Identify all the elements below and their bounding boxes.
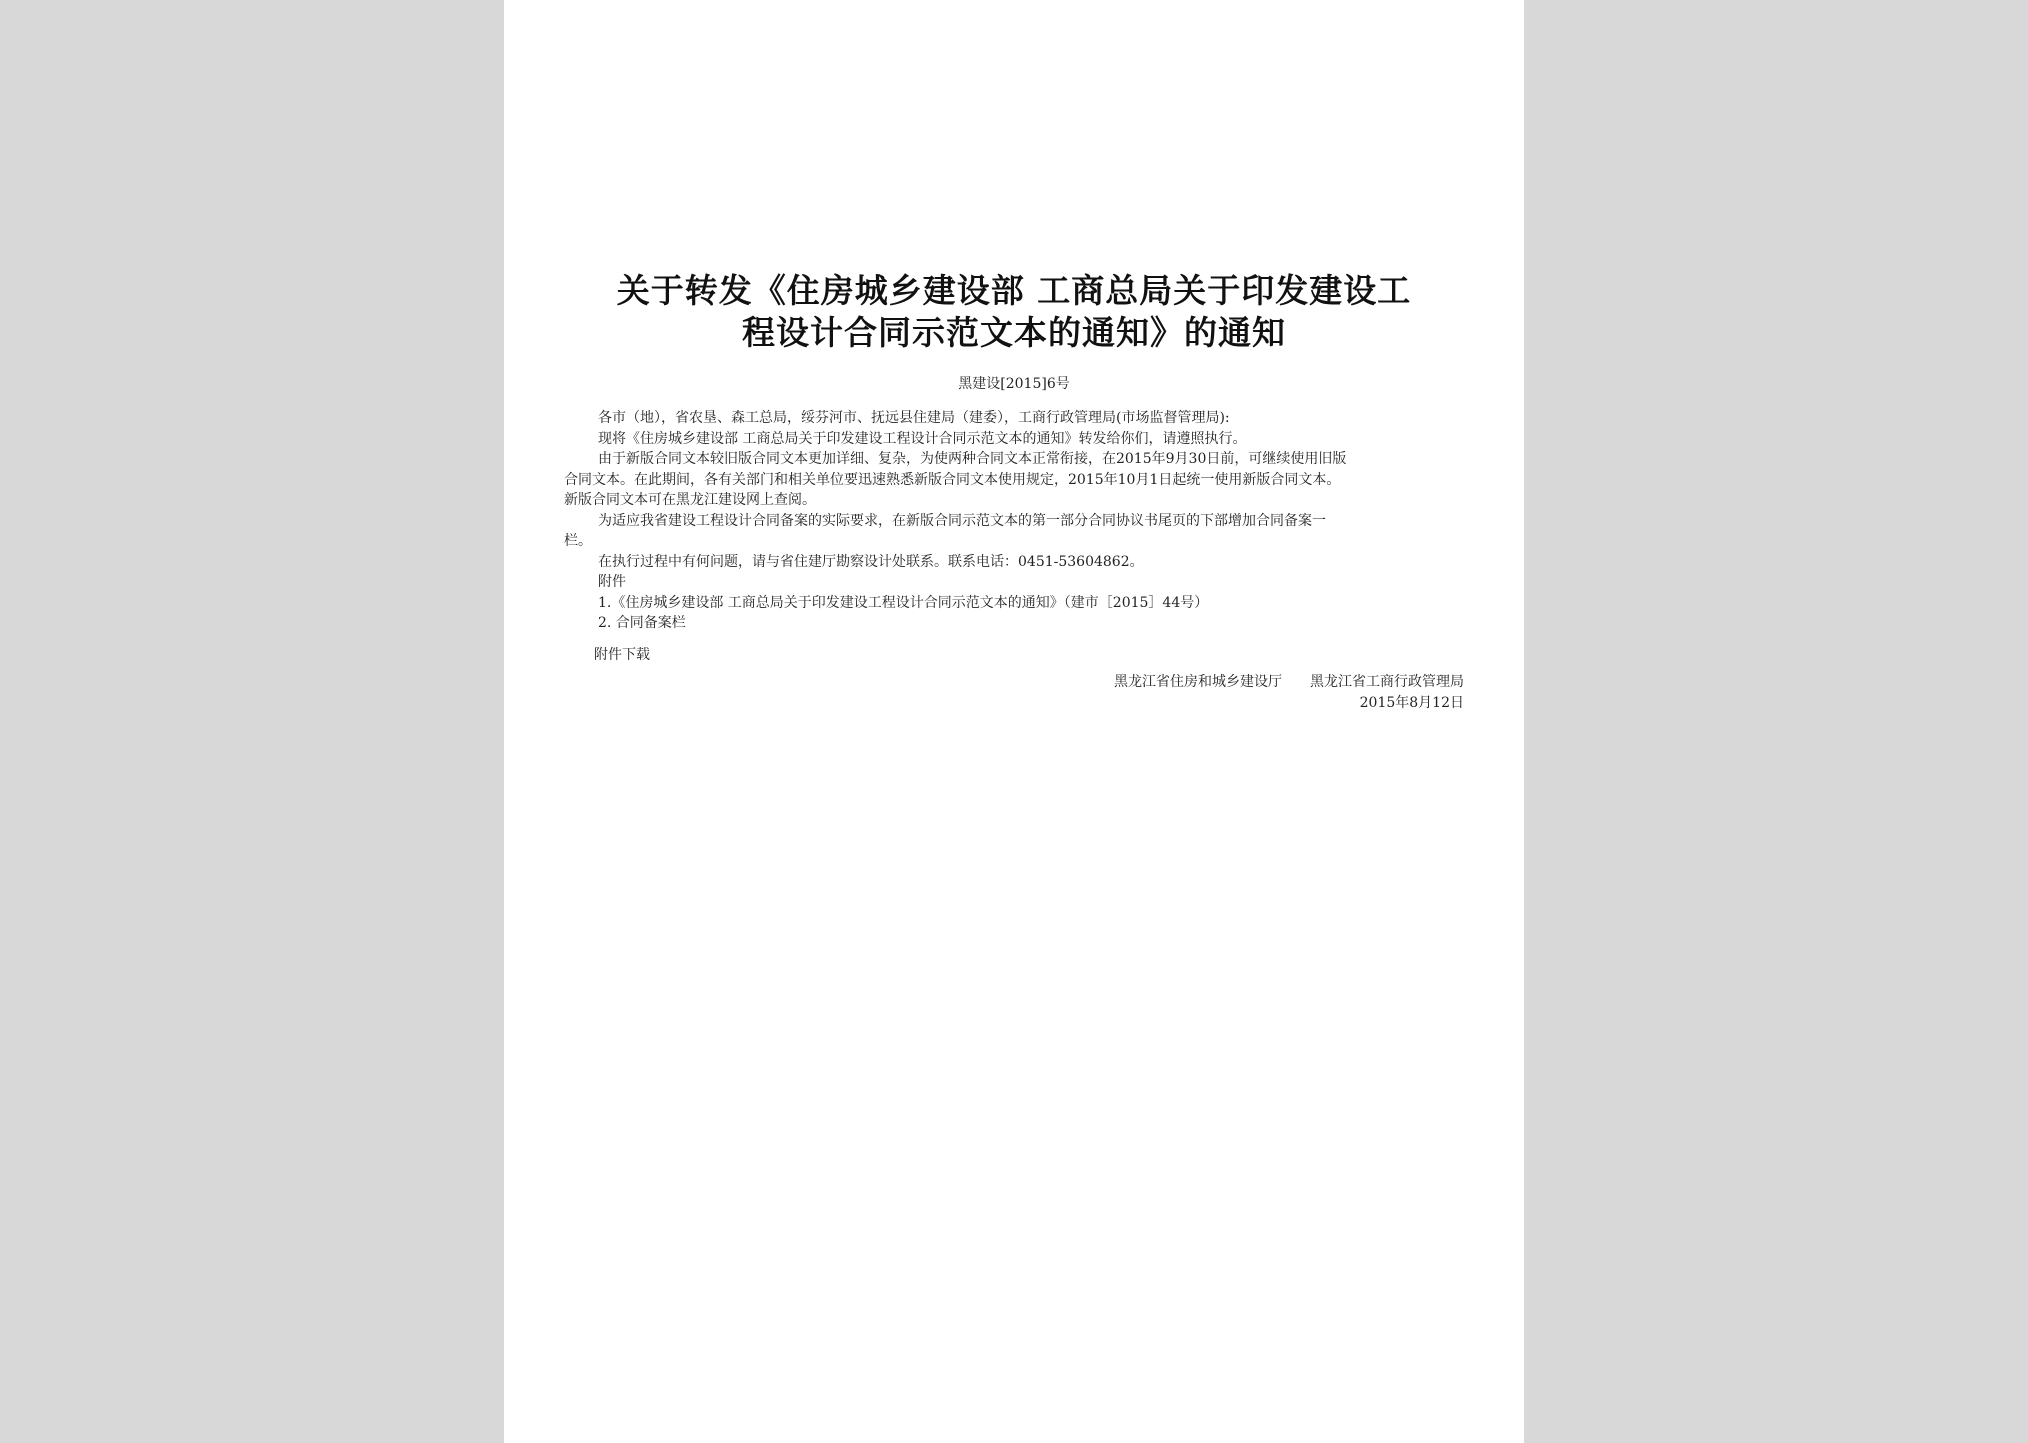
paragraph-transition-line-2: 合同文本。在此期间，各有关部门和相关单位要迅速熟悉新版合同文本使用规定，2015年10月1日起统一使用新版合同文本。 — [564, 471, 1341, 488]
attachment-item-2: 2. 合同备案栏 — [598, 615, 686, 631]
document-page — [504, 0, 1524, 1443]
signing-date: 2015年8月12日 — [1359, 695, 1464, 711]
signature-block — [1114, 672, 1464, 714]
paragraph-transition-line-3: 新版合同文本可在黑龙江建设网上查阅。 — [564, 492, 816, 508]
title-line-2: 程设计合同示范文本的通知》的通知 — [742, 313, 1286, 352]
signer-housing-department: 黑龙江省住房和城乡建设厅 — [1114, 674, 1282, 690]
document-body — [564, 408, 1464, 634]
paragraph-filing-line-2: 栏。 — [564, 533, 592, 549]
paragraph-filing-line-1: 为适应我省建设工程设计合同备案的实际要求，在新版合同示范文本的第一部分合同协议书尾页的下部增加合同备案一 — [598, 512, 1326, 529]
signer-line — [1114, 672, 1464, 693]
attachment-download-link[interactable]: 附件下载 — [594, 647, 650, 663]
paragraph-forward: 现将《住房城乡建设部 工商总局关于印发建设工程设计合同示范文本的通知》转发给你们，请遵照执行。 — [598, 430, 1247, 447]
attachment-item-1: 1.《住房城乡建设部 工商总局关于印发建设工程设计合同示范文本的通知》（建市［2015］44号） — [598, 594, 1209, 611]
document-number: 黑建设[2015]6号 — [958, 376, 1070, 392]
signer-commerce-bureau: 黑龙江省工商行政管理局 — [1310, 674, 1464, 690]
document-title — [564, 270, 1464, 354]
paragraph-transition-line-1: 由于新版合同文本较旧版合同文本更加详细、复杂，为使两种合同文本正常衔接，在2015年9月30日前，可继续使用旧版 — [598, 451, 1347, 467]
paragraph-contact: 在执行过程中有何问题，请与省住建厅勘察设计处联系。联系电话：0451-53604862。 — [598, 553, 1144, 570]
attachment-heading: 附件 — [598, 574, 626, 590]
title-line-1: 关于转发《住房城乡建设部 工商总局关于印发建设工 — [616, 271, 1412, 310]
paragraph-addressees: 各市（地），省农垦、森工总局，绥芬河市、抚远县住建局（建委），工商行政管理局(市场监督管理局): — [598, 410, 1230, 426]
